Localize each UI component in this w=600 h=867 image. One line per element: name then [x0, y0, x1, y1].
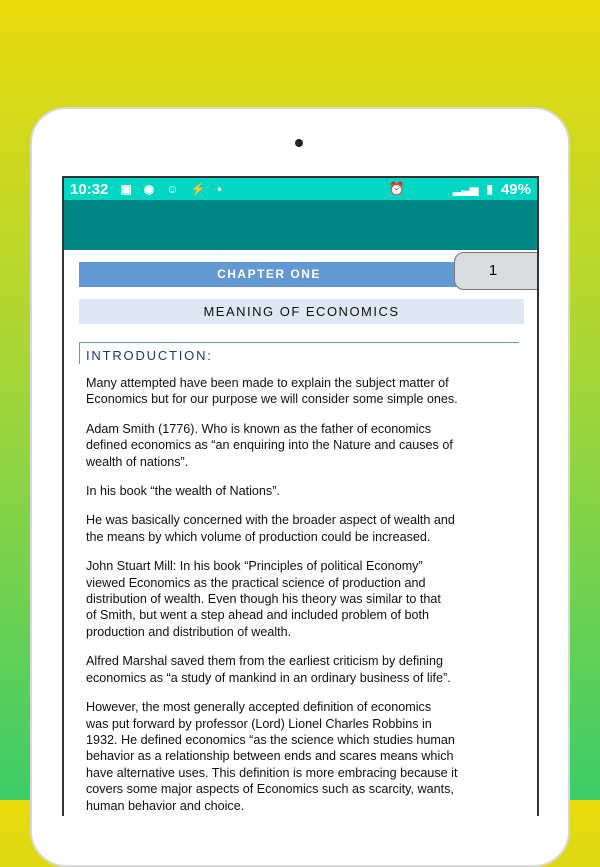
- text-line: production and distribution of wealth.: [86, 624, 292, 639]
- text-line: wealth of nations”.: [86, 454, 189, 469]
- text-line: of Smith, but went a step ahead and included problem of both: [86, 608, 430, 623]
- text-line: However, the most generally accepted definition of economics: [86, 700, 432, 715]
- paragraph: [86, 483, 526, 499]
- hotspot-icon: ◉: [143, 182, 155, 196]
- text-line: have alternative uses. This definition is more embracing because it: [86, 765, 458, 780]
- signal-icon: ▂▃▅: [452, 183, 479, 196]
- text-line: Economics but for our purpose we will consider some simple ones.: [86, 392, 458, 407]
- text-line: Adam Smith (1776). Who is known as the father of economics: [86, 421, 432, 436]
- text-line: behavior as a relationship between ends and scares means which: [86, 749, 454, 764]
- paragraph: [86, 512, 526, 545]
- chapter-heading: CHAPTER ONE: [79, 262, 459, 287]
- paragraph: [86, 699, 526, 814]
- screenshot-icon: ▣: [120, 182, 132, 196]
- section-heading: INTRODUCTION:: [79, 342, 519, 364]
- text-line: distribution of wealth. Even though his theory was similar to that: [86, 592, 441, 607]
- paragraph: [86, 375, 526, 408]
- text-line: human behavior and choice.: [86, 798, 245, 813]
- text-line: viewed Economics as the practical science of production and: [86, 575, 426, 590]
- text-line: Many attempted have been made to explain the subject matter of: [86, 376, 449, 390]
- paragraph: [86, 558, 526, 640]
- paragraph: [86, 653, 526, 686]
- text-line: 1932. He defined economics “as the science which studies human: [86, 732, 455, 747]
- charging-icon: ⚡: [190, 182, 206, 196]
- screen: [62, 176, 539, 816]
- text-line: defined economics as “an enquiring into the Nature and causes of: [86, 438, 453, 453]
- page-title: MEANING OF ECONOMICS: [79, 299, 524, 324]
- status-bar: [64, 178, 537, 200]
- battery-level: 49%: [500, 180, 531, 198]
- page-number[interactable]: 1: [454, 252, 539, 290]
- dot-icon: •: [217, 182, 222, 196]
- notification-icon: ☺: [166, 182, 179, 196]
- text-line: John Stuart Mill: In his book “Principles of political Economy”: [86, 559, 423, 574]
- text-line: In his book “the wealth of Nations”.: [86, 484, 280, 499]
- text-line: economics as “a study of mankind in an ordinary business of life”.: [86, 670, 451, 685]
- text-line: covers some major aspects of Economics such as scarcity, wants,: [86, 782, 454, 797]
- content-body: [86, 375, 526, 816]
- text-line: the means by which volume of production could be increased.: [86, 529, 431, 544]
- text-line: was put forward by professor (Lord) Lionel Charles Robbins in: [86, 716, 432, 731]
- text-line: Alfred Marshal saved them from the earliest criticism by defining: [86, 654, 443, 669]
- camera-icon: [295, 139, 303, 147]
- paragraph: [86, 421, 526, 470]
- battery-icon: ▮: [486, 182, 493, 196]
- text-line: He was basically concerned with the broader aspect of wealth and: [86, 513, 455, 528]
- status-time: 10:32: [70, 180, 109, 198]
- app-bar: [64, 200, 537, 250]
- alarm-icon: ⏰: [388, 181, 405, 196]
